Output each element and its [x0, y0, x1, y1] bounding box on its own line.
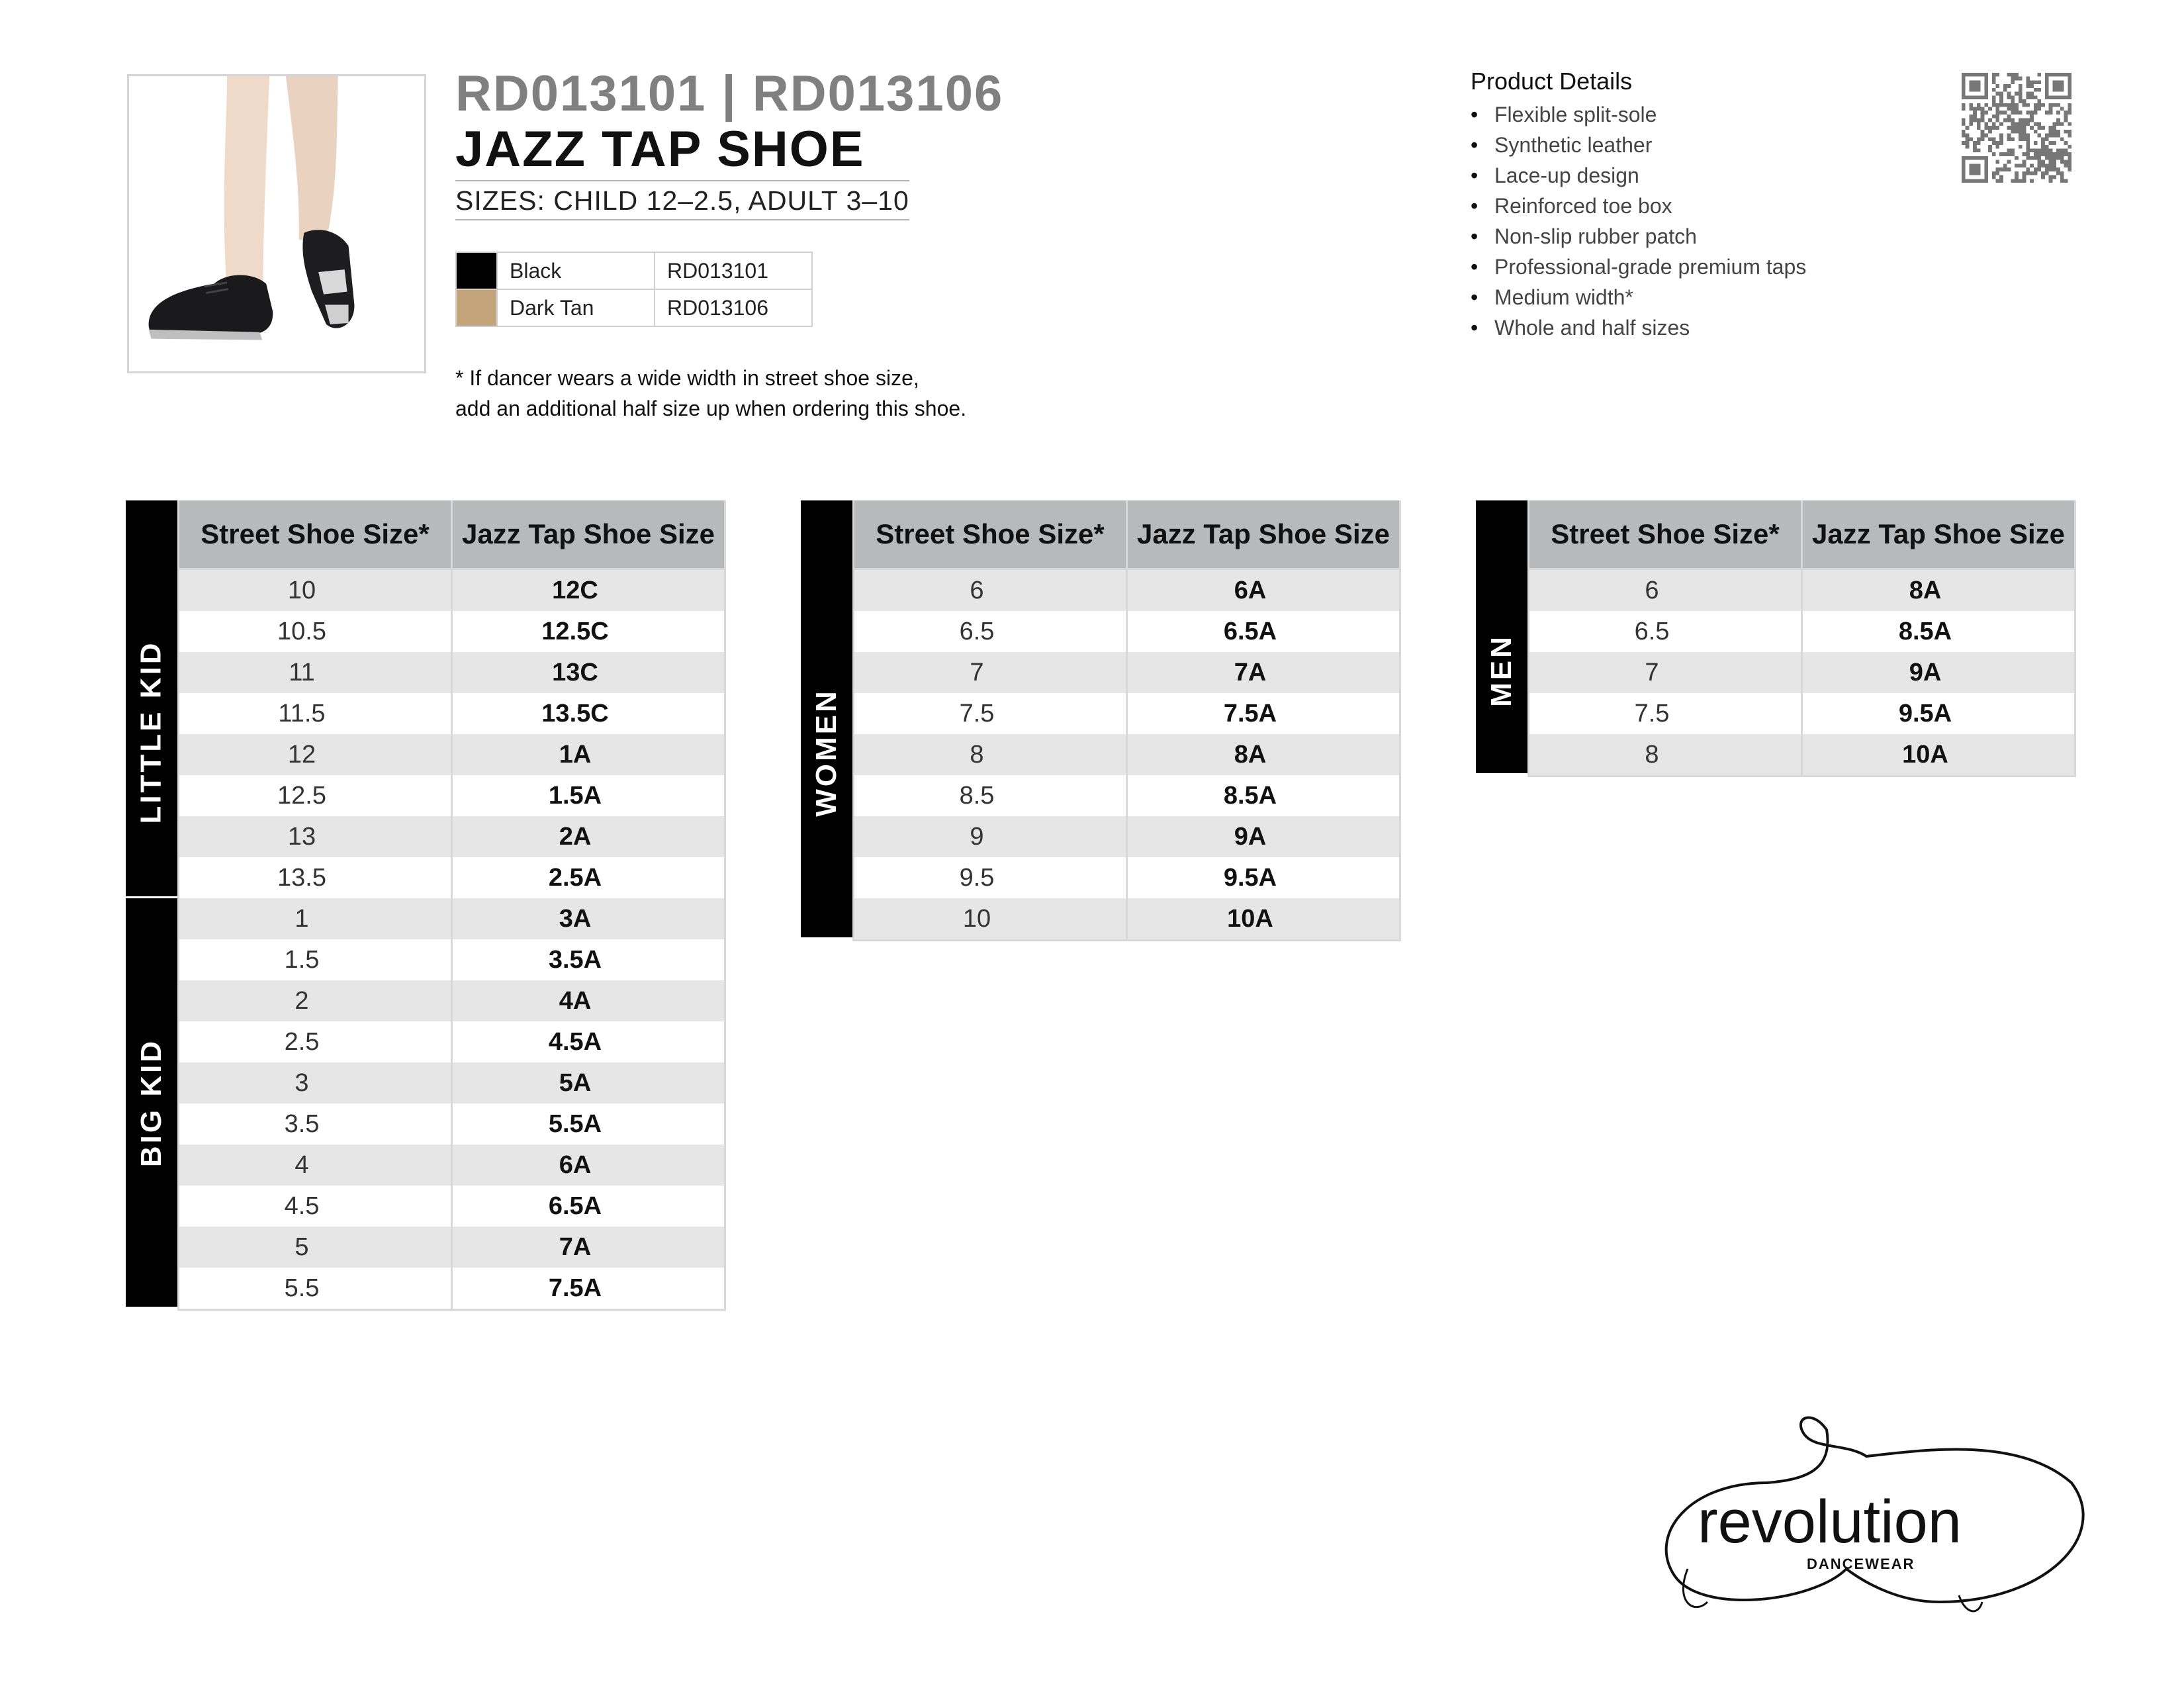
street-size-cell: 5.5 [179, 1268, 452, 1310]
street-size-cell: 8.5 [854, 775, 1127, 816]
street-size-cell: 6.5 [1529, 611, 1802, 652]
jazz-size-cell: 3.5A [452, 939, 725, 980]
women-size-chart [801, 500, 1401, 941]
street-size-cell: 3.5 [179, 1103, 452, 1145]
table-row [179, 611, 725, 652]
group-sidebar-header [1476, 500, 1527, 568]
table-row [854, 693, 1400, 734]
color-row [456, 252, 812, 289]
street-size-cell: 3 [179, 1062, 452, 1103]
color-table [455, 252, 813, 327]
size-range: SIZES: CHILD 12–2.5, ADULT 3–10 [455, 180, 909, 220]
jazz-size-cell: 7.5A [452, 1268, 725, 1310]
street-size-cell: 7 [1529, 652, 1802, 693]
group-sidebar [801, 500, 852, 941]
size-table [852, 500, 1401, 941]
table-row [854, 611, 1400, 652]
table-row [854, 569, 1400, 612]
product-details-title: Product Details [1471, 68, 1633, 95]
jazz-size-cell: 2.5A [452, 857, 725, 898]
detail-item: • Reinforced toe box [1471, 191, 1806, 221]
size-table-header-row [854, 500, 1400, 569]
revolution-dancewear-logo [1648, 1403, 2085, 1628]
jazz-size-cell: 10A [1802, 734, 2075, 776]
table-row [179, 898, 725, 939]
column-header-jazz: Jazz Tap Shoe Size [452, 500, 725, 569]
detail-item: • Non-slip rubber patch [1471, 221, 1806, 252]
product-codes: RD013101 | RD013106 [455, 66, 1004, 122]
jazz-size-cell: 10A [1127, 898, 1400, 941]
group-sidebar-header [801, 500, 852, 568]
product-title: JAZZ TAP SHOE [455, 121, 865, 177]
jazz-size-cell: 7A [452, 1227, 725, 1268]
jazz-size-cell: 5.5A [452, 1103, 725, 1145]
jazz-size-cell: 6.5A [1127, 611, 1400, 652]
jazz-size-cell: 8.5A [1802, 611, 2075, 652]
table-row [179, 734, 725, 775]
detail-item: • Synthetic leather [1471, 130, 1806, 160]
men-size-chart [1476, 500, 2076, 777]
street-size-cell: 10.5 [179, 611, 452, 652]
table-row [179, 939, 725, 980]
street-size-cell: 7.5 [1529, 693, 1802, 734]
jazz-size-cell: 8A [1802, 569, 2075, 612]
kids-size-chart [126, 500, 726, 1311]
street-size-cell: 5 [179, 1227, 452, 1268]
jazz-size-cell: 7.5A [1127, 693, 1400, 734]
logo-wordmark: revolution [1698, 1488, 1962, 1556]
column-header-jazz: Jazz Tap Shoe Size [1802, 500, 2075, 569]
table-row [854, 652, 1400, 693]
jazz-size-cell: 4A [452, 980, 725, 1021]
table-row [854, 775, 1400, 816]
size-table [1527, 500, 2076, 777]
qr-code-icon[interactable] [1962, 73, 2071, 183]
street-size-cell: 2 [179, 980, 452, 1021]
jazz-size-cell: 9A [1127, 816, 1400, 857]
jazz-size-cell: 9A [1802, 652, 2075, 693]
group-label: BIG KID [135, 1038, 168, 1167]
group-sidebar [1476, 500, 1527, 777]
color-code: RD013106 [655, 289, 812, 326]
jazz-size-cell: 5A [452, 1062, 725, 1103]
product-details [1471, 68, 1806, 343]
table-row [1529, 734, 2075, 776]
table-row [854, 734, 1400, 775]
detail-item: • Lace-up design [1471, 160, 1806, 191]
table-row [854, 857, 1400, 898]
color-code: RD013101 [655, 252, 812, 289]
street-size-cell: 11.5 [179, 693, 452, 734]
width-note-line: * If dancer wears a wide width in street shoe size, [455, 366, 919, 390]
jazz-size-cell: 8.5A [1127, 775, 1400, 816]
logo-subtitle: DANCEWEAR [1807, 1556, 1915, 1572]
table-row [179, 775, 725, 816]
table-row [179, 1227, 725, 1268]
table-row [179, 1021, 725, 1062]
table-row [179, 1186, 725, 1227]
jazz-size-cell: 1A [452, 734, 725, 775]
jazz-size-cell: 8A [1127, 734, 1400, 775]
table-row [179, 1103, 725, 1145]
street-size-cell: 11 [179, 652, 452, 693]
table-row [1529, 611, 2075, 652]
street-size-cell: 1.5 [179, 939, 452, 980]
product-photo [127, 74, 426, 373]
street-size-cell: 9 [854, 816, 1127, 857]
jazz-size-cell: 9.5A [1802, 693, 2075, 734]
street-size-cell: 1 [179, 898, 452, 939]
street-size-cell: 6.5 [854, 611, 1127, 652]
table-row [179, 857, 725, 898]
size-table [177, 500, 726, 1311]
street-size-cell: 4.5 [179, 1186, 452, 1227]
group-label-band [801, 568, 852, 937]
street-size-cell: 10 [854, 898, 1127, 941]
table-row [1529, 569, 2075, 612]
table-row [1529, 652, 2075, 693]
table-row [179, 1268, 725, 1310]
color-row [456, 289, 812, 326]
street-size-cell: 12.5 [179, 775, 452, 816]
table-row [179, 652, 725, 693]
table-row [1529, 693, 2075, 734]
street-size-cell: 10 [179, 569, 452, 612]
jazz-size-cell: 7A [1127, 652, 1400, 693]
jazz-size-cell: 12C [452, 569, 725, 612]
color-swatch-dark-tan [456, 289, 497, 326]
street-size-cell: 8 [1529, 734, 1802, 776]
street-size-cell: 6 [854, 569, 1127, 612]
group-sidebar [126, 500, 177, 1311]
color-swatch-black [456, 252, 497, 289]
color-name: Black [497, 252, 655, 289]
color-name: Dark Tan [497, 289, 655, 326]
jazz-size-cell: 6.5A [452, 1186, 725, 1227]
group-label-band [126, 896, 177, 1307]
column-header-jazz: Jazz Tap Shoe Size [1127, 500, 1400, 569]
jazz-size-cell: 2A [452, 816, 725, 857]
group-label-band [1476, 568, 1527, 773]
jazz-size-cell: 1.5A [452, 775, 725, 816]
group-label-band [126, 568, 177, 896]
tap-shoe-illustration [129, 76, 424, 371]
group-label: WOMEN [810, 688, 842, 817]
column-header-street: Street Shoe Size* [1529, 500, 1802, 569]
street-size-cell: 13 [179, 816, 452, 857]
street-size-cell: 12 [179, 734, 452, 775]
size-table-header-row [179, 500, 725, 569]
jazz-size-cell: 12.5C [452, 611, 725, 652]
detail-item: • Whole and half sizes [1471, 312, 1806, 343]
street-size-cell: 4 [179, 1145, 452, 1186]
jazz-size-cell: 4.5A [452, 1021, 725, 1062]
street-size-cell: 13.5 [179, 857, 452, 898]
group-label: LITTLE KID [135, 640, 167, 824]
table-row [179, 1062, 725, 1103]
street-size-cell: 7 [854, 652, 1127, 693]
table-row [179, 980, 725, 1021]
width-note [455, 363, 966, 424]
column-header-street: Street Shoe Size* [179, 500, 452, 569]
group-sidebar-header [126, 500, 177, 568]
jazz-size-cell: 13.5C [452, 693, 725, 734]
table-row [179, 1145, 725, 1186]
product-details-list [1471, 99, 1806, 343]
width-note-line: add an additional half size up when ordering this shoe. [455, 397, 967, 420]
column-header-street: Street Shoe Size* [854, 500, 1127, 569]
jazz-size-cell: 6A [1127, 569, 1400, 612]
detail-item: • Flexible split-sole [1471, 99, 1806, 130]
jazz-size-cell: 9.5A [1127, 857, 1400, 898]
jazz-size-cell: 3A [452, 898, 725, 939]
group-label: MEN [1485, 634, 1518, 707]
table-row [854, 816, 1400, 857]
street-size-cell: 8 [854, 734, 1127, 775]
street-size-cell: 6 [1529, 569, 1802, 612]
jazz-size-cell: 13C [452, 652, 725, 693]
table-row [179, 569, 725, 612]
jazz-size-cell: 6A [452, 1145, 725, 1186]
table-row [854, 898, 1400, 941]
street-size-cell: 7.5 [854, 693, 1127, 734]
table-row [179, 693, 725, 734]
street-size-cell: 9.5 [854, 857, 1127, 898]
size-table-header-row [1529, 500, 2075, 569]
street-size-cell: 2.5 [179, 1021, 452, 1062]
detail-item: • Professional-grade premium taps [1471, 252, 1806, 282]
table-row [179, 816, 725, 857]
detail-item: • Medium width* [1471, 282, 1806, 312]
